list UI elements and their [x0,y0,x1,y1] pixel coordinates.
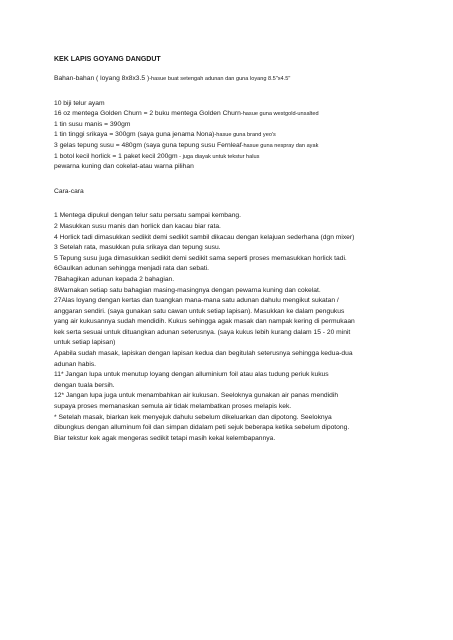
method-step: 8Warnakan setiap satu bahagian masing-masingnya dengan pewarna kuning dan cokelat. [54,286,321,294]
ingredient-text: 10 biji telur ayam [54,99,105,107]
recipe-content [54,55,414,444]
ingredient-text: 3 gelas tepung susu = 480gm (saya guna tepung susu Fernleaf [54,141,242,149]
ingredient-item [54,130,414,141]
ingredient-item [54,141,414,152]
ingredient-item [54,109,414,120]
ingredient-text: 1 botol kecil horlick = 1 paket kecil 200gm [54,152,178,160]
ingredient-text: 1 tin susu manis = 390gm [54,120,131,128]
method-step: 7Bahagikan adunan kepada 2 bahagian. [54,275,175,283]
method-step: supaya proses memanaskan semula air tidak melambatkan proses melapis kek. [54,403,292,411]
method-step: 3 Setelah rata, masukkan pula srikaya dan tepung susu. [54,244,221,252]
spacer [54,173,414,187]
method-step: dengan tuala bersih. [54,381,115,389]
spacer [54,85,414,99]
ingredient-note: - juga diayak untuk tekstur halus [177,153,260,160]
recipe-title: KEK LAPIS GOYANG DANGDUT [54,56,161,63]
method-steps [54,211,414,444]
method-step: dibungkus dengan alluminum foil dan simpan didalam peti sejuk beberapa ketika sebelum dipotong. [54,424,350,432]
method-step: 6Gaulkan adunan sehingga menjadi rata dan sebati. [54,265,210,273]
method-step: 1 Mentega dipukul dengan telur satu persatu sampai kembang. [54,212,241,220]
ingredient-text: 1 tin tinggi srikaya = 300gm (saya guna jenama Nona) [54,131,215,139]
method-step: Apabila sudah masak, lapiskan dengan lapisan kedua dan begitulah seterusnya sehingga kedua-dua [54,350,353,358]
ingredient-item [54,120,414,131]
ingredient-list [54,99,414,173]
method-step: kek serta sesuai untuk dituangkan adunan seterusnya. (saya kukus lebih kurang dalam 15 - 20 minit [54,328,351,336]
ingredient-text: 16 oz mentega Golden Churn = 2 buku mentega Golden Churn [54,110,241,118]
method-step: 5 Tepung susu juga dimasukkan sedikit demi sedikit sama seperti proses memasukkan horlick tadi. [54,254,347,262]
ingredients-heading-note: -hasue buat setengah adunan dan guna loyang 8.5"x4.5" [149,76,291,82]
ingredient-item [54,152,414,163]
ingredient-item [54,162,414,173]
ingredient-note: -hasue guna brand yeo's [214,132,276,139]
method-step: 4 Horlick tadi dimasukkan sedikit demi sedikit sambil dikacau dengan kelajuan sederhana (dgn mixer) [54,233,355,241]
ingredient-note: -hasue guna westgold-unsalted [240,111,319,118]
method-step: 12* Jangan lupa juga untuk menambahkan air kukusan. Seeloknya gunakan air panas mendidih [54,392,339,400]
method-step: 11* Jangan lupa untuk menutup loyang dengan alluminium foil atau alas tudung periuk kukus [54,371,329,379]
method-step: adunan habis. [54,360,97,368]
ingredient-text: pewarna kuning dan cokelat-atau warna pilihan [54,163,194,171]
method-step: yang air kukusannya sudah mendidih. Kukus sehingga agak masak dan nampak kering di permukaan [54,318,355,326]
ingredients-heading [54,74,414,85]
ingredient-item [54,99,414,110]
method-step: 27Alas loyang dengan kertas dan tuangkan mana-mana satu adunan dahulu mengikut sukatan / [54,297,339,305]
method-step: Biar tekstur kek agak mengeras sedikit tetapi masih kekal kelembapannya. [54,434,276,442]
method-step: anggaran sendiri. (saya gunakan satu cawan untuk setiap lapisan). Masukkan ke dalam pengukus [54,307,345,315]
method-step: 2 Masukkan susu manis dan horlick dan kacau biar rata. [54,222,221,230]
spacer [54,197,414,211]
method-step: untuk setiap lapisan) [54,339,116,347]
method-heading: Cara-cara [54,187,84,195]
ingredient-note: -hasue guna nespray dan ayak [241,142,319,149]
method-step: * Setelah masak, biarkan kek menyejuk dahulu sebelum dikeluarkan dan dipotong. Seeloknya [54,413,332,421]
ingredients-heading-main: Bahan-bahan ( loyang 8x8x3.5 ) [54,75,150,82]
